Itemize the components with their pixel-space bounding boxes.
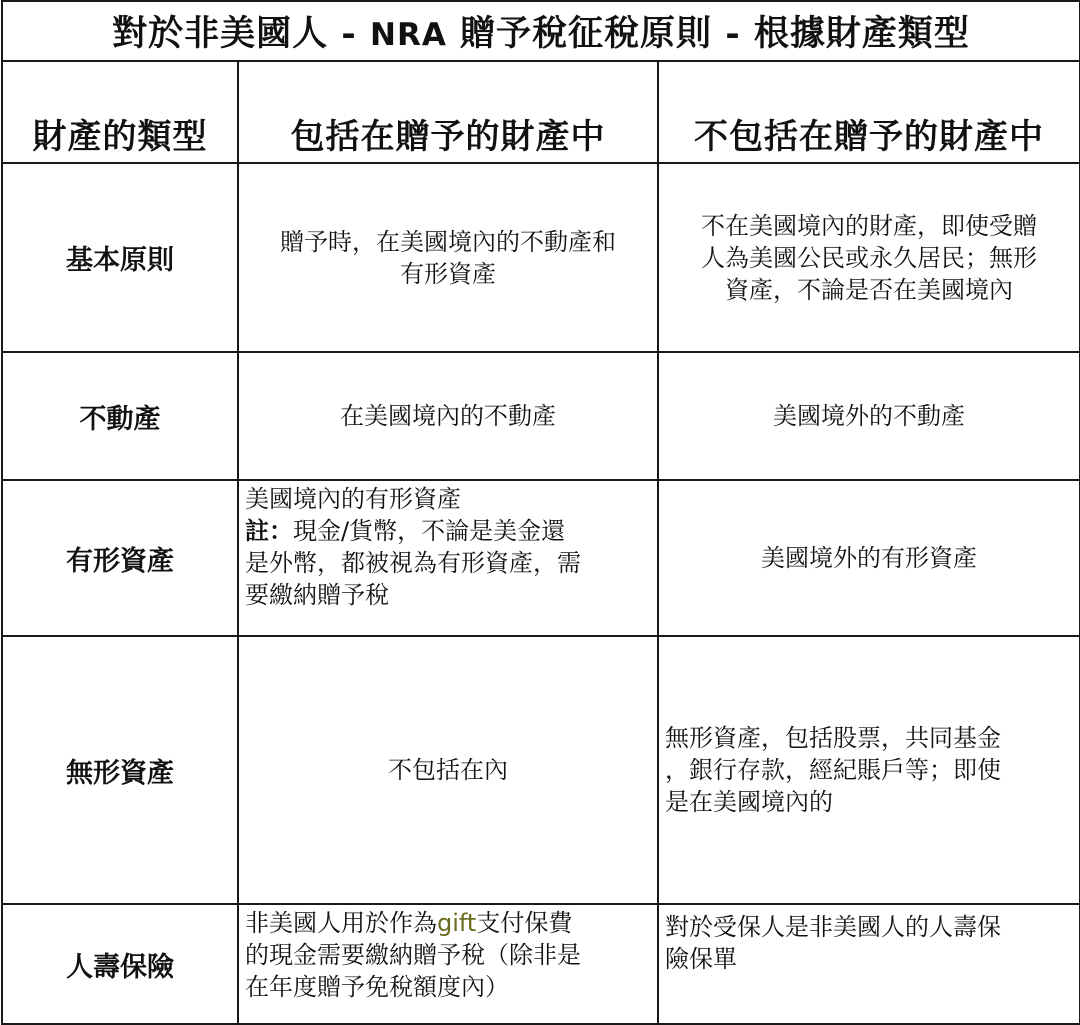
life-included-line <box>245 907 653 939</box>
tangible-note-line <box>245 515 653 547</box>
life-excluded-cell <box>658 904 1080 1024</box>
note-text: 現金/貨幣，不論是美金還 <box>293 517 566 545</box>
table-row-tangible <box>2 480 1080 636</box>
principle-included-line: 贈予時，在美國境內的不動產和 <box>280 227 616 256</box>
note-label: 註： <box>245 517 293 545</box>
title-part-2: NRA <box>370 17 447 53</box>
realestate-included-cell: 在美國境內的不動產 <box>238 352 658 480</box>
principle-excluded-line: 資產，不論是否在美國境內 <box>725 275 1014 304</box>
life-excluded-line: 險保單 <box>665 945 737 973</box>
life-included-line: 在年度贈予免稅額度內） <box>245 973 509 1001</box>
intangible-excluded-line: 是在美國境內的 <box>665 788 833 816</box>
life-included-pre: 非美國人用於作為 <box>245 909 437 937</box>
row-label-intangible: 無形資產 <box>2 636 238 904</box>
life-excluded-line: 對於受保人是非美國人的人壽保 <box>665 913 1001 941</box>
tangible-note-line: 是外幣，都被視為有形資產，需 <box>245 549 581 577</box>
intangible-excluded-line: 無形資產，包括股票，共同基金 <box>665 724 1001 752</box>
principle-included-cell <box>238 163 658 352</box>
intangible-excluded-cell <box>658 636 1080 904</box>
table-row-realestate <box>2 352 1080 480</box>
realestate-excluded-cell: 美國境外的不動產 <box>658 352 1080 480</box>
header-row <box>2 61 1080 163</box>
header-property-type: 財產的類型 <box>2 61 238 163</box>
header-excluded: 不包括在贈予的財產中 <box>658 61 1080 163</box>
row-label-principle: 基本原則 <box>2 163 238 352</box>
table-row-intangible <box>2 636 1080 904</box>
tangible-excluded-cell: 美國境外的有形資產 <box>658 480 1080 636</box>
row-label-tangible: 有形資產 <box>2 480 238 636</box>
principle-excluded-line: 不在美國境內的財產，即使受贈 <box>701 211 1038 240</box>
table-title <box>2 1 1080 61</box>
principle-included-line: 有形資產 <box>400 259 496 288</box>
tangible-included-line: 美國境內的有形資產 <box>245 485 461 513</box>
title-row <box>2 1 1080 61</box>
table-row-principle <box>2 163 1080 352</box>
principle-excluded-cell <box>658 163 1080 352</box>
header-included: 包括在贈予的財產中 <box>238 61 658 163</box>
row-label-realestate: 不動產 <box>2 352 238 480</box>
life-included-post: 支付保費 <box>476 909 573 937</box>
life-included-cell <box>238 904 658 1024</box>
row-label-life-insurance: 人壽保險 <box>2 904 238 1024</box>
intangible-included-cell: 不包括在內 <box>238 636 658 904</box>
principle-excluded-line: 人為美國公民或永久居民；無形 <box>701 243 1038 272</box>
intangible-excluded-line: ，銀行存款，經紀賬戶等；即使 <box>665 756 1001 784</box>
gift-word: gift <box>437 909 477 937</box>
table-row-life-insurance <box>2 904 1080 1024</box>
gift-tax-table <box>1 0 1080 1025</box>
title-part-1: 對於非美國人 - <box>112 13 371 54</box>
tangible-note-line: 要繳納贈予稅 <box>245 581 389 609</box>
life-included-line: 的現金需要繳納贈予稅（除非是 <box>245 941 581 969</box>
title-part-3: 贈予稅征稅原則 - 根據財產類型 <box>446 13 970 54</box>
tangible-included-cell <box>238 480 658 636</box>
